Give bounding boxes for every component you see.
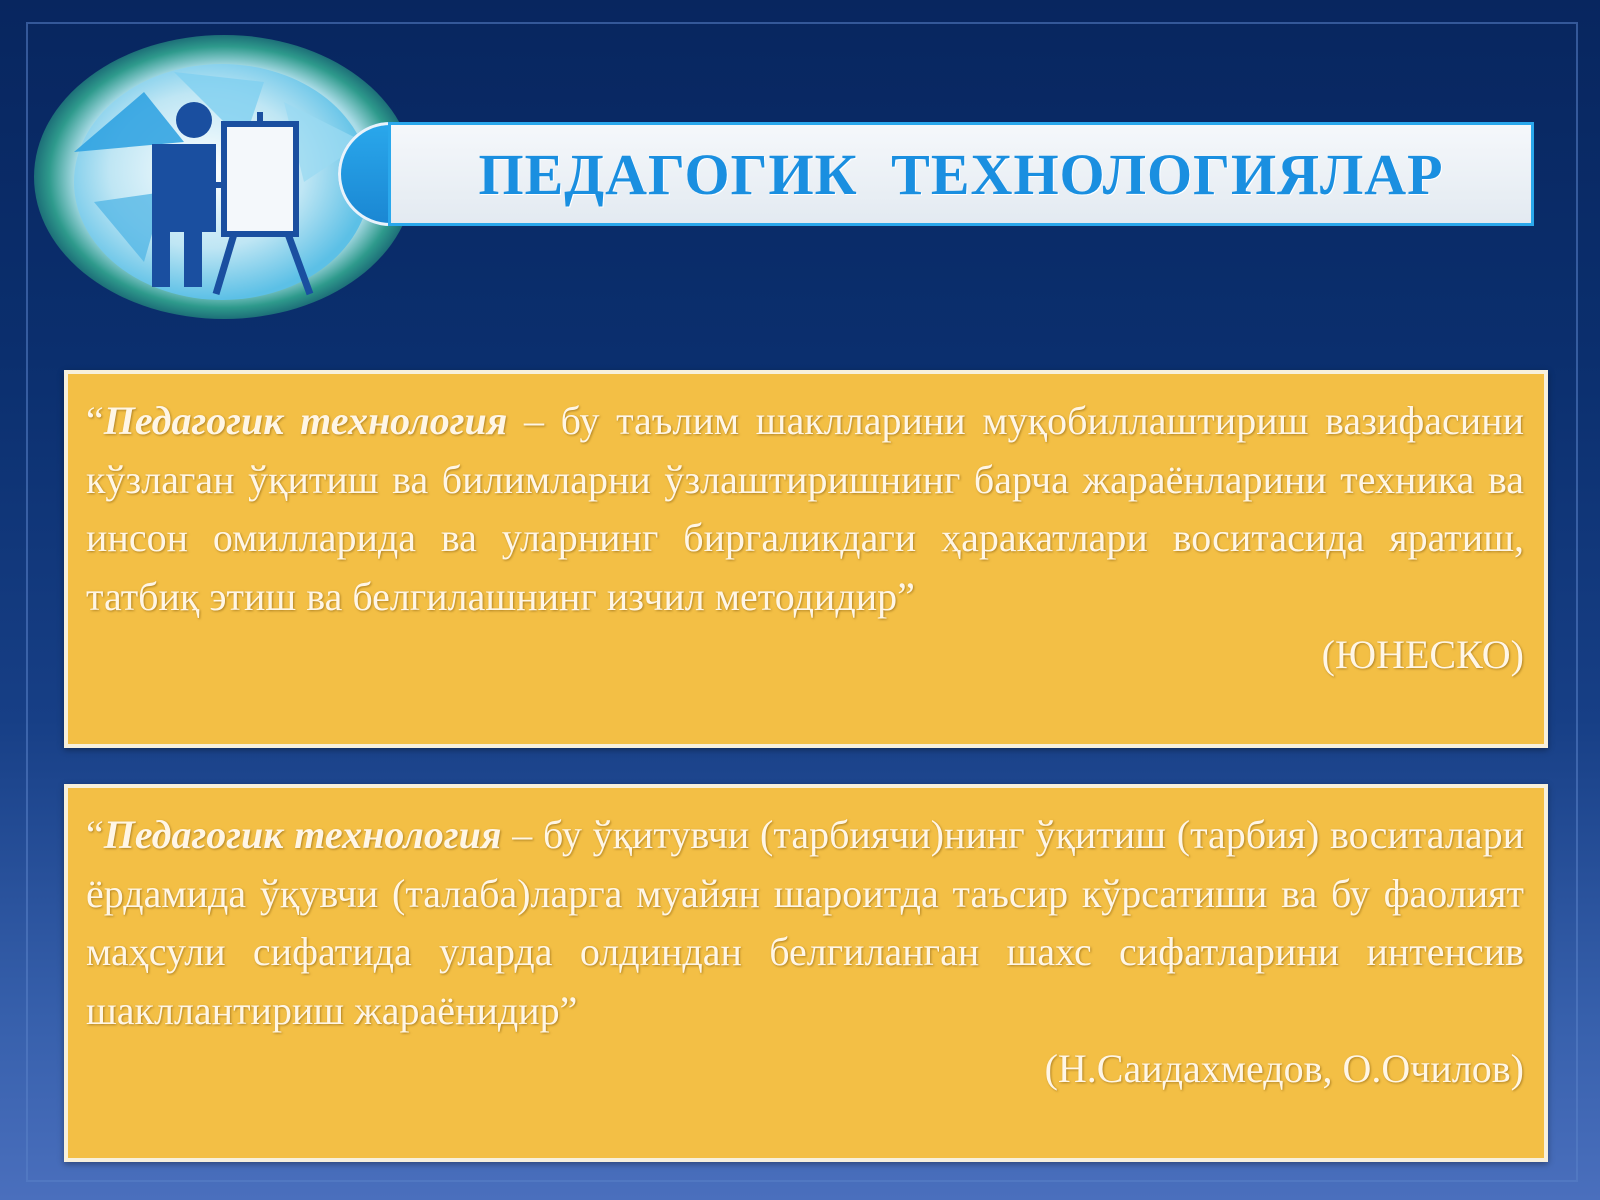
definition-box-1 [64, 370, 1548, 748]
page-title: ПЕДАГОГИК ТЕХНОЛОГИЯЛАР [478, 141, 1444, 207]
definition-source-1: (ЮНЕСКО) [1321, 632, 1524, 677]
definition-body-1: – бу таълим шаклларини муқобиллаштириш вазифасини кўзлаган ўқитиш ва билимларни ўзлаштиришнинг барча жараёнларини техника ва инсон омилларида ва уларнинг биргаликдаги ҳаракатлари воситасида яратиш, татбиқ этиш ва белгилашнинг изчил методидир” [86, 398, 1524, 619]
definition-text-1 [86, 392, 1524, 626]
open-quote: “ [86, 812, 104, 857]
definition-term-2: Педагогик технология [103, 812, 502, 857]
open-quote: “ [86, 398, 104, 443]
definition-text-2 [86, 806, 1524, 1040]
definition-body-2: – бу ўқитувчи (тарбиячи)нинг ўқитиш (тарбия) воситалари ёрдамида ўқувчи (талаба)ларга муайян шароитда таъсир кўрсатиши ва бу фаолият маҳсули сифатида уларда олдиндан белгиланган шахс сифатларини интенсив шакллантириш жараёнидир” [86, 812, 1525, 1033]
title-banner [388, 122, 1534, 226]
definition-box-2 [64, 784, 1548, 1162]
definition-term-1: Педагогик технология [103, 398, 508, 443]
definition-source-2: (Н.Саидахмедов, О.Очилов) [1044, 1046, 1524, 1091]
